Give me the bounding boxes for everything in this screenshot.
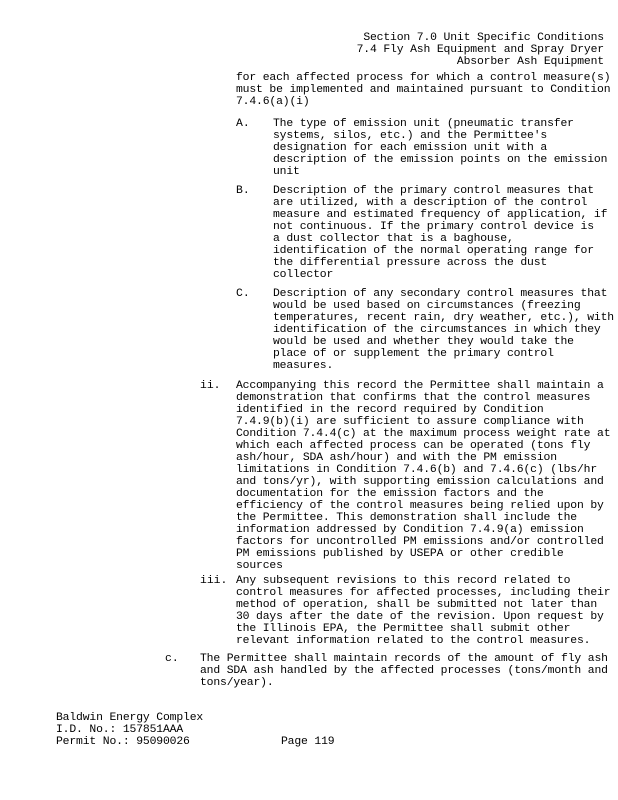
header-subsection-title-cont: Absorber Ash Equipment <box>456 56 604 68</box>
page-footer <box>56 712 203 748</box>
footer-id-number: I.D. No.: 157851AAA <box>56 724 184 736</box>
item-c-label: C. <box>236 288 250 300</box>
item-a-text: The type of emission unit (pneumatic transfer systems, silos, etc.) and the Permittee's designation for each emission unit with a description of the emission points on the emission unit <box>273 118 608 178</box>
item-b-text: Description of the primary control measures that are utilized, with a description of the control measure and estimated frequency of application, if not continuous. If the primary control device is a dust collector that is a baghouse, identification of the normal operating range for the differential pressure across the dust collector <box>273 185 608 281</box>
item-c-text: Description of any secondary control measures that would be used based on circumstances (freezing temperatures, recent rain, dry weather, etc.), with identification of the circumstances in which they would be used and whether they would take the place of or supplement the primary control measures. <box>273 288 614 372</box>
intro-paragraph: for each affected process for which a control measure(s) must be implemented and maintained pursuant to Condition 7.4.6(a)(i) <box>236 72 611 108</box>
page-header <box>357 32 604 68</box>
item-c-records-text: The Permittee shall maintain records of the amount of fly ash and SDA ash handled by the affected processes (tons/month and tons/year). <box>200 653 608 689</box>
item-b-label: B. <box>236 185 250 197</box>
page-number: Page 119 <box>281 736 335 748</box>
item-iii-text: Any subsequent revisions to this record related to control measures for affected processes, including their method of operation, shall be submitted not later than 30 days after the date of the revision. Upon request by the Illinois EPA, the Permittee shall submit other relevant information related to the control measures. <box>236 575 611 647</box>
footer-permit-number: Permit No.: 95090026 <box>56 736 190 748</box>
item-ii-text: Accompanying this record the Permittee shall maintain a demonstration that confirms that the control measures identified in the record required by Condition 7.4.9(b)(i) are sufficient to assure compliance with Condition 7.4.4(c) at the maximum process weight rate at which each affected process can be operated (tons fly ash/hour, SDA ash/hour) and with the PM emission limitations in Condition 7.4.6(b) and 7.4.6(c) (lbs/hr and tons/yr), with supporting emission calculations and documentation for the emission factors and the efficiency of the control measures being relied upon by the Permittee. This demonstration shall include the information addressed by Condition 7.4.9(a) emission factors for uncontrolled PM emissions and/or controlled PM emissions published by USEPA or other credible sources <box>236 380 611 572</box>
footer-facility-name: Baldwin Energy Complex <box>56 712 204 724</box>
item-ii-label: ii. <box>200 380 221 392</box>
item-iii-label: iii. <box>200 575 228 587</box>
item-a-label: A. <box>236 118 250 130</box>
header-subsection-title: 7.4 Fly Ash Equipment and Spray Dryer <box>356 44 604 56</box>
item-c-records-label: c. <box>165 653 179 665</box>
header-section-title: Section 7.0 Unit Specific Conditions <box>363 32 604 44</box>
